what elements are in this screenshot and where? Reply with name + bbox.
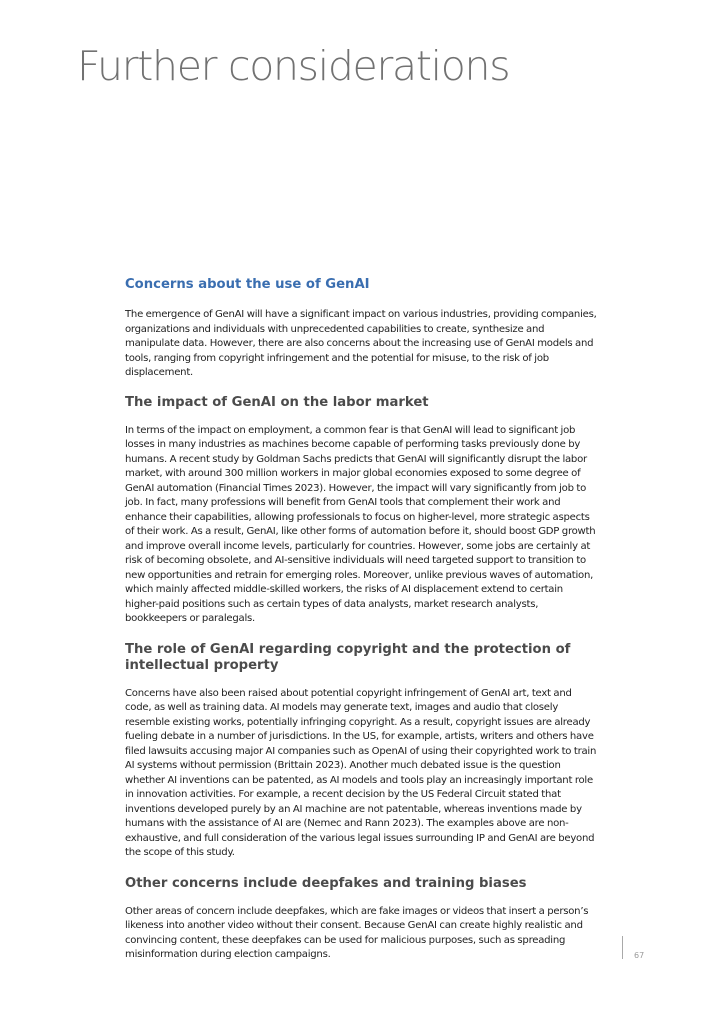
section-heading-concerns: Concerns about the use of GenAI: [125, 277, 370, 292]
paragraph-copyright: Concerns have also been raised about potential copyright infringement of GenAI art, text and code, as well as training data. AI models may generate text, images and audio that closely resemble existing works, potentially infringing copyright. As a result, copyright issues are already fueling debate in a number of jurisdictions. In the US, for example, artists, writers and others have filed lawsuits accusing major AI companies such as OpenAI of using their copyrighted work to train AI systems without permission (Brittain 2023). Another much debated issue is the question whether AI inventions can be patented, as AI models and tools play an increasingly important role in innovation activities. For example, a recent decision by the US Federal Circuit stated that inventions developed purely by an AI machine are not patentable, whereas inventions made by humans with the assistance of AI are (Nemec and Rann 2023). The examples above are non-exhaustive, and full consideration of the various legal issues surrounding IP and GenAI are beyond the scope of this study.: [125, 687, 597, 858]
paragraph-concerns: The emergence of GenAI will have a significant impact on various industries, providing companies, organizations and individuals with unprecedented capabilities to create, synthesize and manipulate data. However, there are also concerns about the increasing use of GenAI models and tools, ranging from copyright infringement and the potential for misuse, to the risk of job displacement.: [125, 309, 597, 378]
sub-heading-copyright: The role of GenAI regarding copyright and the protection of intellectual property: [125, 641, 571, 673]
page-title: Further considerations: [77, 42, 510, 90]
sub-heading-labor-market: The impact of GenAI on the labor market: [125, 394, 429, 410]
main-content: [125, 276, 599, 963]
sub-heading-deepfakes: Other concerns include deepfakes and training biases: [125, 875, 527, 891]
page-number: 67: [634, 951, 645, 960]
paragraph-deepfakes: Other areas of concern include deepfakes, which are fake images or videos that insert a person’s likeness into another video without their consent. Because GenAI can create highly realistic and convincing content, these deepfakes can be used for malicious purposes, such as spreading misinformation during election campaigns.: [125, 905, 589, 960]
paragraph-labor-market: In terms of the impact on employment, a common fear is that GenAI will lead to significant job losses in many industries as machines become capable of performing tasks previously done by humans. A recent study by Goldman Sachs predicts that GenAI will significantly disrupt the labor market, with around 300 million workers in major global economies exposed to some degree of GenAI automation (Financial Times 2023). However, the impact will vary significantly from job to job. In fact, many professions will benefit from GenAI tools that complement their work and enhance their capabilities, allowing professionals to focus on higher-level, more strategic aspects of their work. As a result, GenAI, like other forms of automation before it, should boost GDP growth and improve overall income levels, particularly for countries. However, some jobs are certainly at risk of becoming obsolete, and AI-sensitive individuals will need targeted support to transition to new opportunities and retrain for emerging roles. Moreover, unlike previous waves of automation, which mainly affected middle-skilled workers, the risks of AI displacement extend to certain higher-paid positions such as certain types of data analysts, market research analysts, bookkeepers or paralegals.: [125, 424, 596, 624]
page-number-divider: [622, 936, 623, 959]
